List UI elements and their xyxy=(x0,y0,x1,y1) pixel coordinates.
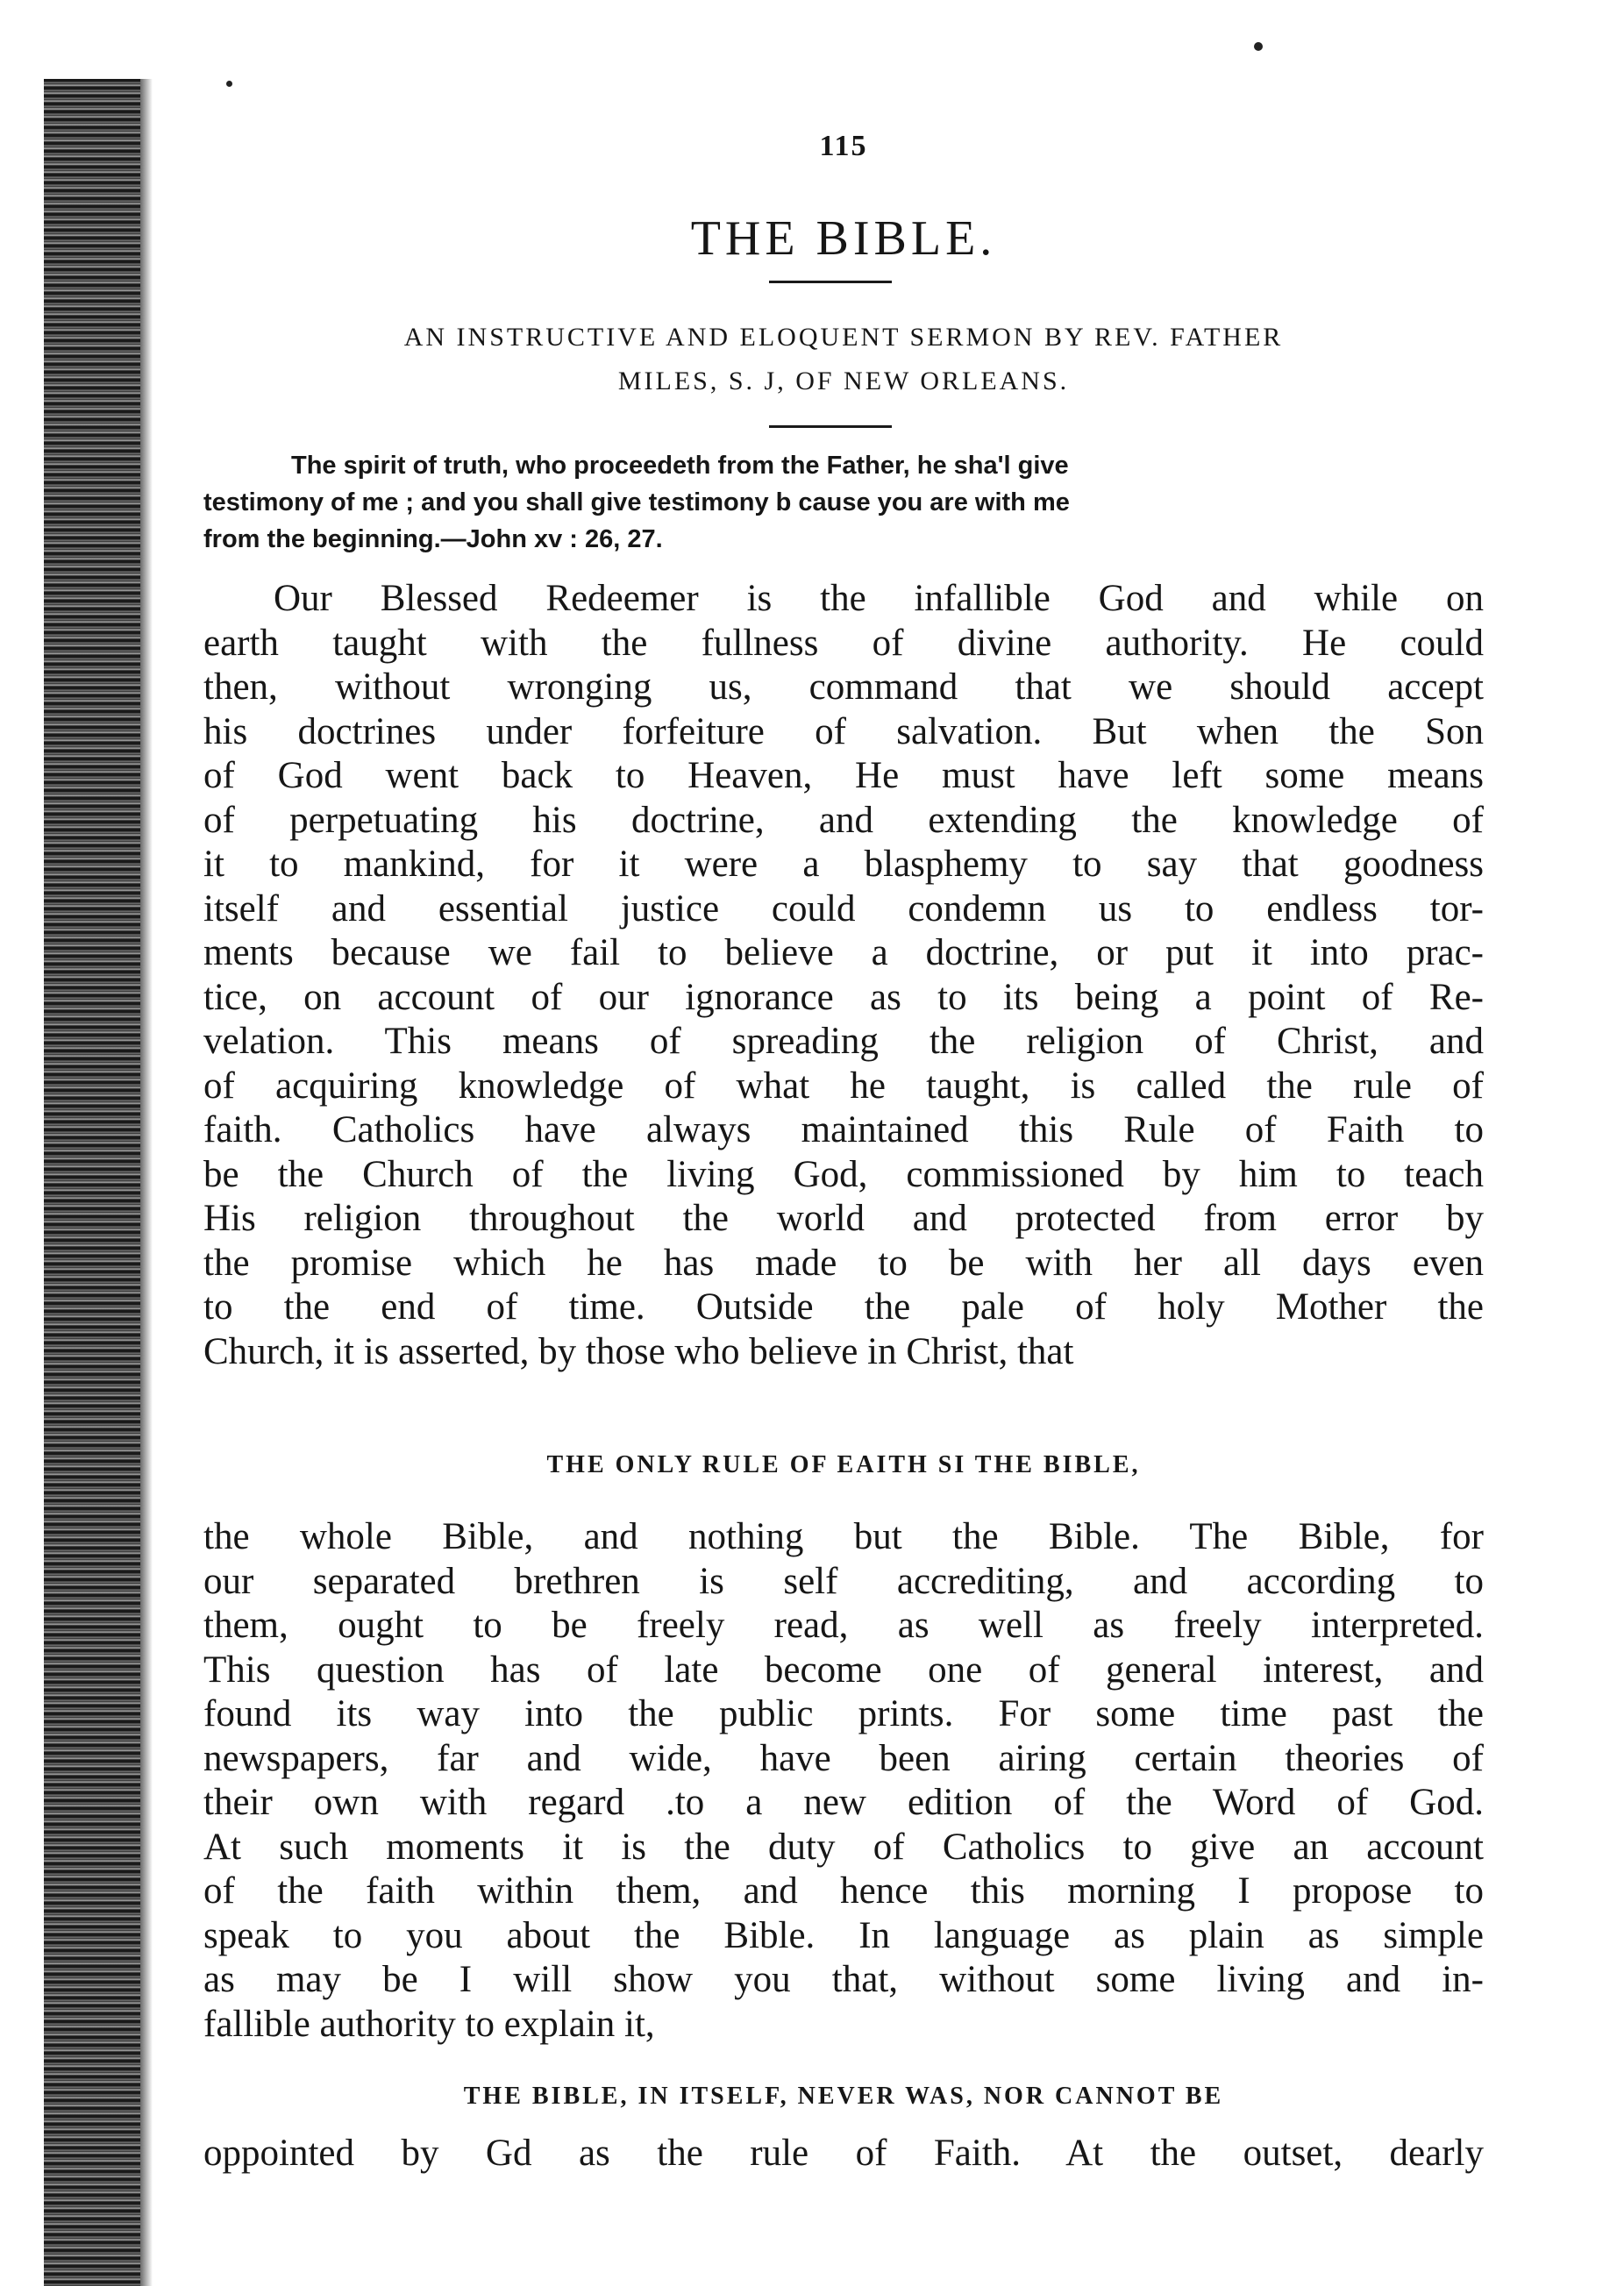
epigraph-line: from the beginning.—John xv : 26, 27. xyxy=(203,525,663,553)
text-line: speak to you about the Bible. In language as plain as simple xyxy=(203,1914,1484,1956)
title-divider xyxy=(769,281,892,283)
text-line: His religion throughout the world and protected from error by xyxy=(203,1198,1484,1239)
subtitle-line: MILES, S. J, OF NEW ORLEANS. xyxy=(617,367,1070,395)
article-title: THE BIBLE. xyxy=(690,211,997,266)
ink-speck xyxy=(1254,42,1263,51)
text-line: found its way into the public prints. For some time past the xyxy=(203,1693,1484,1734)
text-line: it to mankind, for it were a blasphemy to say that goodness xyxy=(203,844,1484,885)
text-line: their own with regard .to a new edition of the Word of God. xyxy=(203,1782,1484,1823)
text-line: of perpetuating his doctrine, and extending the knowledge of xyxy=(203,799,1484,841)
text-line: Our Blessed Redeemer is the infallible God and while on xyxy=(274,578,1484,619)
text-line: the whole Bible, and nothing but the Bible. The Bible, for xyxy=(203,1516,1484,1557)
text-line: Church, it is asserted, by those who believe in Christ, that xyxy=(203,1330,1074,1372)
text-line: This question has of late become one of general interest, and xyxy=(203,1649,1484,1691)
page-number: 115 xyxy=(819,130,868,162)
text-line: earth taught with the fullness of divine authority. He could xyxy=(203,622,1484,664)
text-line: his doctrines under forfeiture of salvation. But when the Son xyxy=(203,710,1484,752)
text-line: tice, on account of our ignorance as to its being a point of Re- xyxy=(203,976,1484,1018)
text-line: At such moments it is the duty of Catholics to give an account xyxy=(203,1826,1484,1868)
paragraph-1 xyxy=(203,577,1484,1374)
text-line: them, ought to be freely read, as well as freely interpreted. xyxy=(203,1605,1484,1646)
section-heading: THE BIBLE, IN ITSELF, NEVER WAS, NOR CANNOT BE xyxy=(463,2083,1224,2110)
text-line: velation. This means of spreading the religion of Christ, and xyxy=(203,1021,1484,1062)
paragraph-2 xyxy=(203,1515,1484,2047)
text-line: of the faith within them, and hence this morning I propose to xyxy=(203,1870,1484,1912)
subtitle-line: AN INSTRUCTIVE AND ELOQUENT SERMON BY REV. FATHER xyxy=(403,323,1284,352)
ink-speck xyxy=(226,81,232,87)
epigraph-line: testimony of me ; and you shall give testimony b cause you are with me xyxy=(203,488,1070,516)
text-line: itself and essential justice could condemn us to endless tor- xyxy=(203,887,1484,929)
article-subtitle xyxy=(203,316,1484,403)
text-line: ments because we fail to believe a doctrine, or put it into prac- xyxy=(203,932,1484,973)
book-binding-edge xyxy=(44,79,140,2286)
subtitle-divider xyxy=(769,425,892,428)
text-line: the promise which he has made to be with her all days even xyxy=(203,1242,1484,1284)
paragraph-3 xyxy=(203,2132,1484,2176)
section-heading: THE ONLY RULE OF EAITH SI THE BIBLE, xyxy=(546,1451,1141,1478)
text-line: fallible authority to explain it, xyxy=(203,2003,655,2045)
text-line: of acquiring knowledge of what he taught, is called the rule of xyxy=(203,1065,1484,1107)
epigraph-line: The spirit of truth, who proceedeth from the Father, he sha'l give xyxy=(291,452,1069,480)
text-line: faith. Catholics have always maintained this Rule of Faith to xyxy=(203,1109,1484,1150)
text-line: of God went back to Heaven, He must have left some means xyxy=(203,755,1484,796)
text-line: as may be I will show you that, without some living and in- xyxy=(203,1959,1484,2000)
text-line: our separated brethren is self accrediting, and according to xyxy=(203,1560,1484,1602)
text-line: be the Church of the living God, commissioned by him to teach xyxy=(203,1153,1484,1195)
text-line: newspapers, far and wide, have been airing certain theories of xyxy=(203,1737,1484,1779)
scripture-epigraph xyxy=(203,447,1484,558)
text-line: to the end of time. Outside the pale of holy Mother the xyxy=(203,1286,1484,1328)
text-line: oppointed by Gd as the rule of Faith. At the outset, dearly xyxy=(203,2133,1484,2174)
text-line: then, without wronging us, command that we should accept xyxy=(203,666,1484,708)
